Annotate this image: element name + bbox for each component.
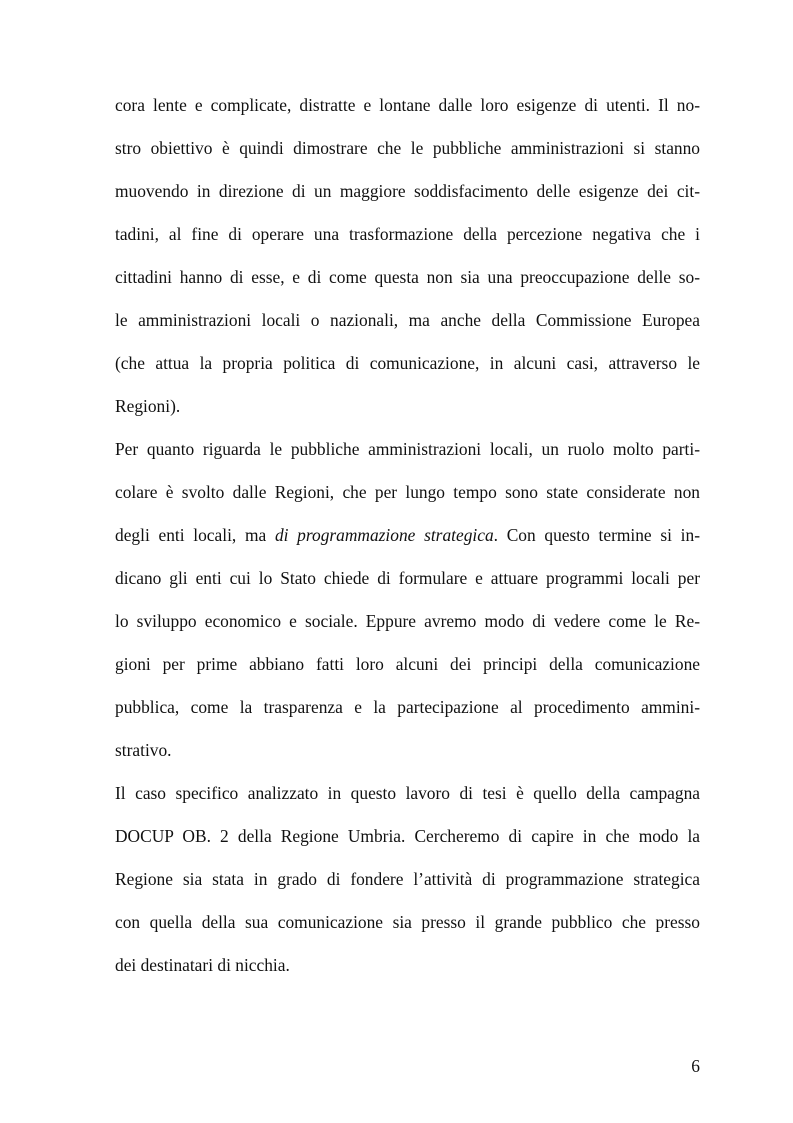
text-segment: . Con questo termine si in- — [493, 525, 700, 545]
text-line: Regione sia stata in grado di fondere l’attività di programmazione strategica — [115, 869, 700, 889]
text-line: muovendo in direzione di un maggiore soddisfacimento delle esigenze dei cit- — [115, 181, 700, 201]
text-line: colare è svolto dalle Regioni, che per lungo tempo sono state considerate non — [115, 482, 700, 502]
text-line: con quella della sua comunicazione sia presso il grande pubblico che presso — [115, 912, 700, 932]
text-line: Regioni). — [115, 396, 181, 416]
paragraph-1 — [115, 90, 700, 434]
text-line: (che attua la propria politica di comunicazione, in alcuni casi, attraverso le — [115, 353, 700, 373]
italic-phrase: di programmazione strategica — [274, 525, 494, 545]
text-line: strativo. — [115, 740, 172, 760]
text-line: Per quanto riguarda le pubbliche amministrazioni locali, un ruolo molto parti- — [115, 439, 700, 459]
text-line: tadini, al fine di operare una trasformazione della percezione negativa che i — [115, 224, 700, 244]
text-line: lo sviluppo economico e sociale. Eppure avremo modo di vedere come le Re- — [115, 611, 700, 631]
text-segment: degli enti locali, ma — [115, 525, 275, 545]
body-text — [115, 90, 700, 993]
text-line: pubblica, come la trasparenza e la partecipazione al procedimento ammini- — [115, 697, 700, 717]
paragraph-2 — [115, 434, 700, 778]
text-line: gioni per prime abbiano fatti loro alcuni dei principi della comunicazione — [115, 654, 700, 674]
text-line-with-emphasis — [115, 520, 700, 563]
text-line: dicano gli enti cui lo Stato chiede di formulare e attuare programmi locali per — [115, 568, 700, 588]
text-line: le amministrazioni locali o nazionali, ma anche della Commissione Europea — [115, 310, 700, 330]
page-number: 6 — [691, 1056, 700, 1076]
text-line: cittadini hanno di esse, e di come questa non sia una preoccupazione delle so- — [115, 267, 700, 287]
text-line: DOCUP OB. 2 della Regione Umbria. Cercheremo di capire in che modo la — [115, 826, 700, 846]
paragraph-3 — [115, 778, 700, 993]
text-line: dei destinatari di nicchia. — [115, 955, 290, 975]
text-line: stro obiettivo è quindi dimostrare che le pubbliche amministrazioni si stanno — [115, 138, 700, 158]
text-line: cora lente e complicate, distratte e lontane dalle loro esigenze di utenti. Il no- — [115, 95, 700, 115]
text-line: Il caso specifico analizzato in questo lavoro di tesi è quello della campagna — [115, 783, 700, 803]
